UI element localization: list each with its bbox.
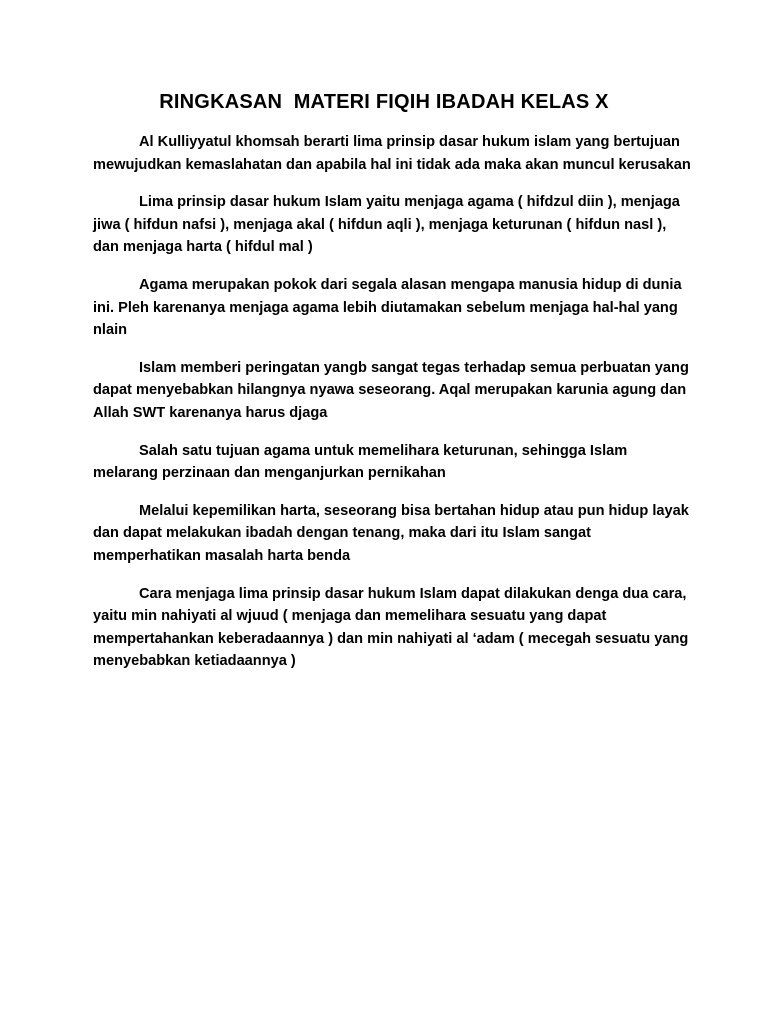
paragraph-6: Melalui kepemilikan harta, seseorang bisa bertahan hidup atau pun hidup layak dan dapat melakukan ibadah dengan tenang, maka dari itu Islam sangat memperhatikan masalah harta benda [93, 502, 689, 564]
paragraph-1: Al Kulliyyatul khomsah berarti lima prinsip dasar hukum islam yang bertujuan mewujudkan kemaslahatan dan apabila hal ini tidak ada maka akan muncul kerusakan [93, 134, 691, 173]
paragraph-3: Agama merupakan pokok dari segala alasan mengapa manusia hidup di dunia ini. Pleh karenanya menjaga agama lebih diutamakan sebelum menjaga hal-hal yang nlain [93, 276, 682, 339]
paragraph-7: Cara menjaga lima prinsip dasar hukum Islam dapat dilakukan denga dua cara, yaitu min nahiyati al wjuud ( menjaga dan memelihara sesuatu yang dapat mempertahankan keberadaannya ) dan min nahiyati al ‘adam ( mecegah sesuatu yang menyebabkan ketiadaannya ) [93, 585, 689, 670]
document-title: RINGKASAN MATERI FIQIH IBADAH KELAS X [159, 91, 609, 113]
paragraph-5: Salah satu tujuan agama untuk memelihara keturunan, sehingga Islam melarang perzinaan dan menganjurkan pernikahan [93, 442, 628, 482]
document-body [93, 131, 691, 688]
paragraph-4: Islam memberi peringatan yangb sangat tegas terhadap semua perbuatan yang dapat menyebabkan hilangnya nyawa seseorang. Aqal merupakan karunia agung dan Allah SWT karenanya harus djaga [93, 359, 689, 421]
paragraph-2: Lima prinsip dasar hukum Islam yaitu menjaga agama ( hifdzul diin ), menjaga jiwa ( hifdun nafsi ), menjaga akal ( hifdun aqli ), menjaga keturunan ( hifdun nasl ), dan menjaga harta ( hifdul mal ) [93, 194, 680, 256]
